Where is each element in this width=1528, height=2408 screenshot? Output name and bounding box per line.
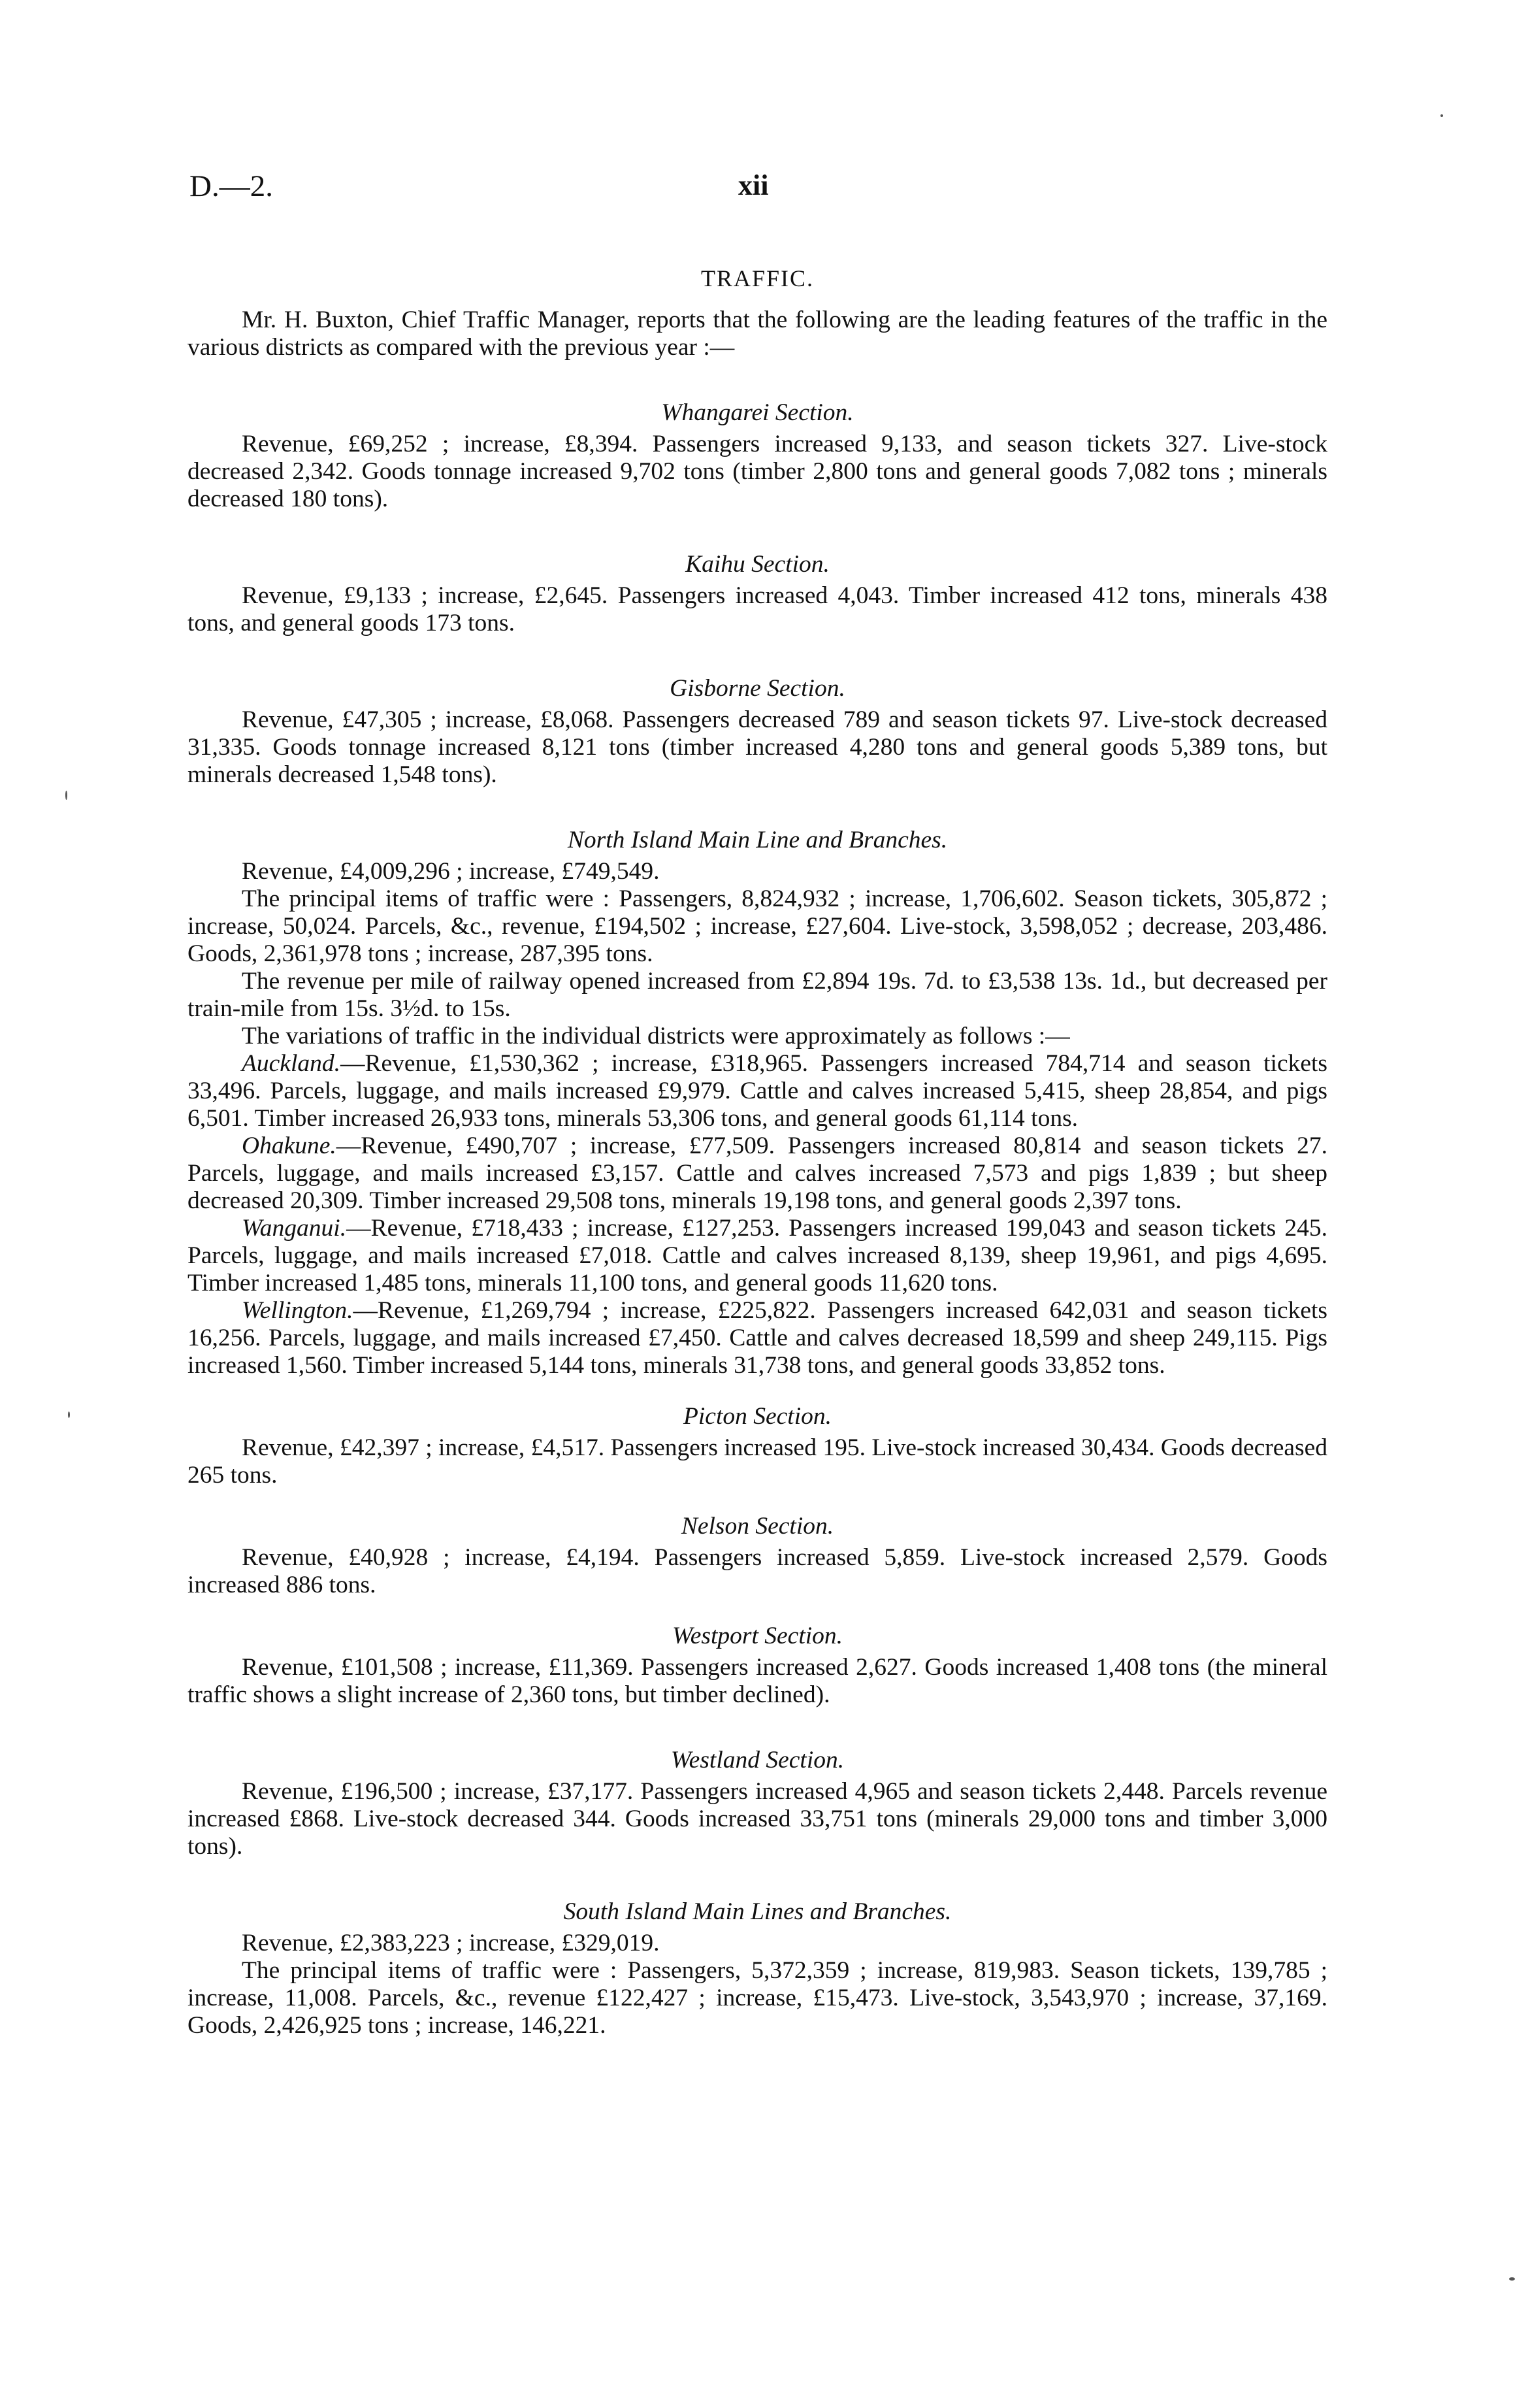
district-name: Ohakune. — [242, 1132, 336, 1159]
district-name: Wanganui. — [242, 1215, 347, 1242]
section-paragraph: The principal items of traffic were : Passengers, 5,372,359 ; increase, 819,983. Season tickets, 139,785 ; increase, 11,008. Parcels, &c., revenue £122,427 ; increase, £15,473. Live-stock, 3,543,970 ; increase, 37,169. Goods, 2,426,925 tons ; increase, 146,221. — [187, 1957, 1327, 2039]
section-paragraph: The principal items of traffic were : Passengers, 8,824,932 ; increase, 1,706,602. Season tickets, 305,872 ; increase, 50,024. Parcels, &c., revenue, £194,502 ; increase, £27,604. Live-stock, 3,598,052 ; decrease, 203,486. Goods, 2,361,978 tons ; increase, 287,395 tons. — [187, 885, 1327, 967]
scan-speck — [65, 791, 67, 800]
section-paragraph: Revenue, £40,928 ; increase, £4,194. Passengers increased 5,859. Live-stock increased 2,579. Goods increased 886 tons. — [187, 1544, 1327, 1598]
section-whangarei — [187, 399, 1327, 513]
section-title: Westport Section. — [672, 1623, 843, 1649]
section-title: North Island Main Line and Branches. — [567, 827, 948, 853]
intro-paragraph: Mr. H. Buxton, Chief Traffic Manager, reports that the following are the leading features of the traffic in the various districts as compared with the previous year :— — [187, 306, 1327, 361]
section-westport — [187, 1623, 1327, 1709]
district-text: —Revenue, £718,433 ; increase, £127,253. Passengers increased 199,043 and season tickets 245. Parcels, luggage, and mails increased £7,018. Cattle and calves increased 8,139, sheep 19,961, and pigs 4,695. Timber increased 1,485 tons, minerals 11,100 tons, and general goods 11,620 tons. — [187, 1215, 1327, 1296]
page-number: xii — [738, 169, 769, 201]
section-kaihu — [187, 551, 1327, 637]
scan-speck — [68, 1411, 70, 1418]
section-title: South Island Main Lines and Branches. — [563, 1898, 952, 1925]
section-paragraph: The variations of traffic in the individual districts were approximately as follows :— — [242, 1023, 1070, 1049]
page-heading: TRAFFIC. — [700, 265, 815, 291]
section-north-island — [187, 827, 1327, 1379]
section-title: Picton Section. — [683, 1403, 832, 1430]
scan-speck — [1440, 114, 1443, 117]
section-paragraph: Revenue, £69,252 ; increase, £8,394. Passengers increased 9,133, and season tickets 327. Live-stock decreased 2,342. Goods tonnage increased 9,702 tons (timber 2,800 tons and general goods 7,082 tons ; minerals decreased 180 tons). — [187, 431, 1327, 512]
district-text: —Revenue, £1,530,362 ; increase, £318,965. Passengers increased 784,714 and season tickets 33,496. Parcels, luggage, and mails increased £9,979. Cattle and calves increased 5,415, sheep 28,854, and pigs 6,501. Timber increased 26,933 tons, minerals 53,306 tons, and general goods 61,114 tons. — [187, 1050, 1327, 1132]
section-title: Nelson Section. — [681, 1513, 834, 1540]
section-paragraph: Revenue, £47,305 ; increase, £8,068. Passengers decreased 789 and season tickets 97. Live-stock decreased 31,335. Goods tonnage increased 8,121 tons (timber increased 4,280 tons and general goods 5,389 tons, but minerals decreased 1,548 tons). — [187, 706, 1327, 788]
section-westland — [187, 1747, 1327, 1860]
section-picton — [187, 1403, 1327, 1489]
section-nelson — [187, 1513, 1327, 1599]
section-paragraph: The revenue per mile of railway opened increased from £2,894 19s. 7d. to £3,538 13s. 1d., but decreased per train-mile from 15s. 3½d. to 15s. — [187, 968, 1327, 1022]
section-paragraph: Revenue, £101,508 ; increase, £11,369. Passengers increased 2,627. Goods increased 1,408 tons (the mineral traffic shows a slight increase of 2,360 tons, but timber declined). — [187, 1654, 1327, 1708]
section-paragraph: Revenue, £2,383,223 ; increase, £329,019. — [242, 1930, 660, 1956]
district-paragraph — [187, 1215, 1327, 1297]
section-title: Kaihu Section. — [685, 551, 830, 578]
district-name: Auckland. — [242, 1050, 340, 1077]
district-paragraph — [187, 1132, 1327, 1215]
section-paragraph: Revenue, £9,133 ; increase, £2,645. Passengers increased 4,043. Timber increased 412 tons, minerals 438 tons, and general goods 173 tons. — [187, 582, 1327, 636]
document-code: D.—2. — [189, 169, 273, 203]
district-text: —Revenue, £1,269,794 ; increase, £225,822. Passengers increased 642,031 and season tickets 16,256. Parcels, luggage, and mails increased £7,450. Cattle and calves decreased 18,599 and sheep 249,115. Pigs increased 1,560. Timber increased 5,144 tons, minerals 31,738 tons, and general goods 33,852 tons. — [187, 1297, 1327, 1379]
district-paragraph — [187, 1297, 1327, 1379]
section-title: Whangarei Section. — [661, 399, 854, 426]
section-title: Westland Section. — [670, 1747, 845, 1773]
district-name: Wellington. — [242, 1297, 353, 1324]
section-paragraph: Revenue, £42,397 ; increase, £4,517. Passengers increased 195. Live-stock increased 30,434. Goods decreased 265 tons. — [187, 1434, 1327, 1489]
section-south-island — [187, 1898, 1327, 2039]
section-paragraph: Revenue, £196,500 ; increase, £37,177. Passengers increased 4,965 and season tickets 2,448. Parcels revenue increased £868. Live-stock decreased 344. Goods increased 33,751 tons (minerals 29,000 tons and timber 3,000 tons). — [187, 1778, 1327, 1860]
section-gisborne — [187, 675, 1327, 789]
district-text: —Revenue, £490,707 ; increase, £77,509. Passengers increased 80,814 and season tickets 27. Parcels, luggage, and mails increased £3,157. Cattle and calves increased 7,573 and pigs 1,839 ; but sheep decreased 20,309. Timber increased 29,508 tons, minerals 19,198 tons, and general goods 2,397 tons. — [187, 1132, 1327, 1214]
district-paragraph — [187, 1050, 1327, 1132]
section-title: Gisborne Section. — [670, 675, 845, 702]
page-body — [187, 265, 1327, 2077]
scan-speck — [1509, 2277, 1515, 2281]
section-paragraph: Revenue, £4,009,296 ; increase, £749,549. — [242, 858, 660, 885]
